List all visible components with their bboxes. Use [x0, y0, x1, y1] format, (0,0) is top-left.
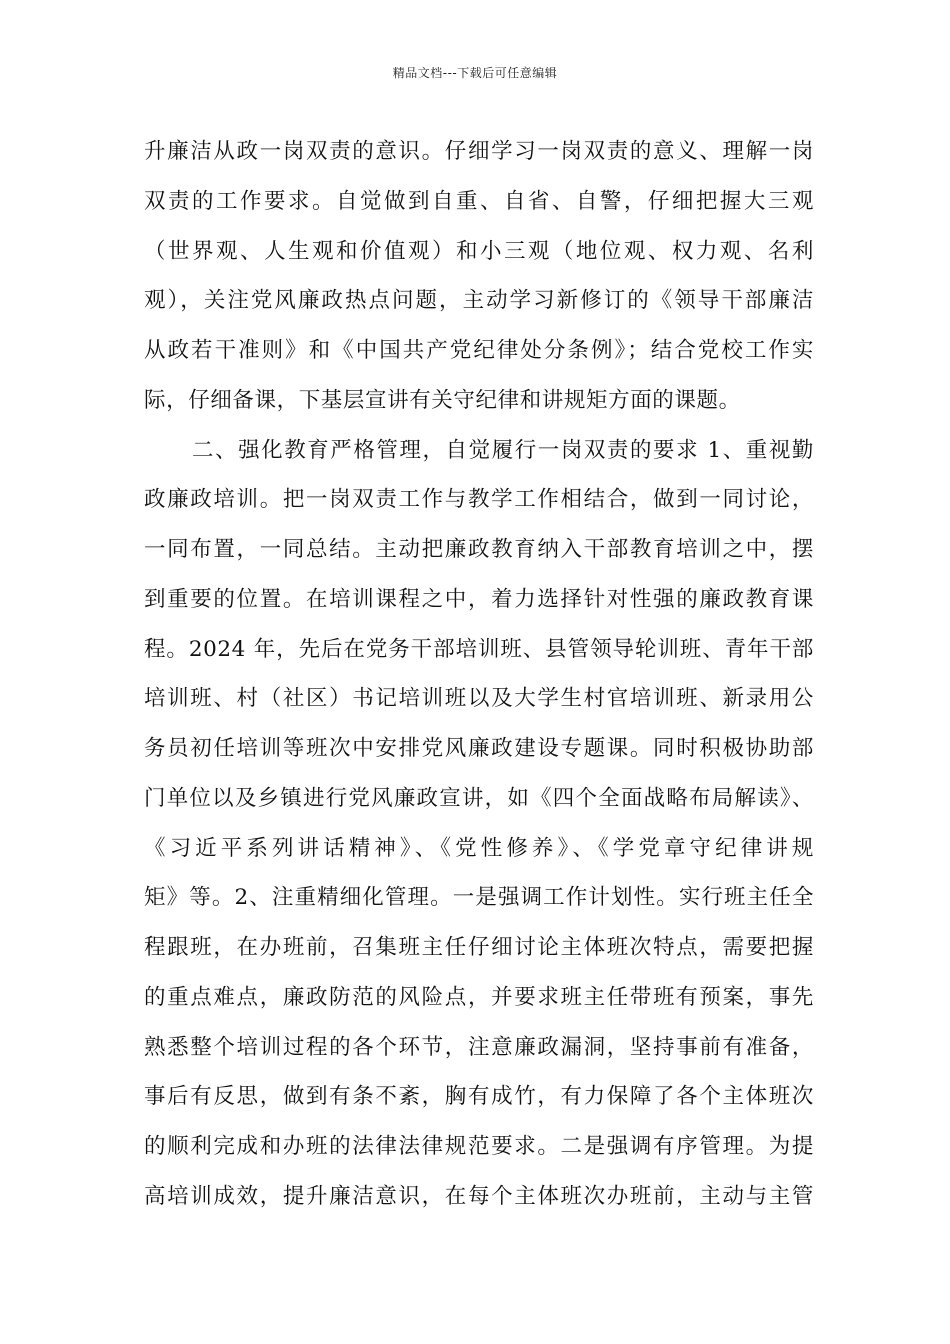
text-line: 程。2024 年，先后在党务干部培训班、县管领导轮训班、青年干部: [144, 636, 814, 662]
text-line: 高培训成效，提升廉洁意识，在每个主体班次办班前，主动与主管: [144, 1183, 814, 1209]
text-line: 矩》等。2、注重精细化管理。一是强调工作计划性。实行班主任全: [144, 885, 814, 911]
text-line: 事后有反思，做到有条不紊，胸有成竹，有力保障了各个主体班次: [144, 1084, 814, 1110]
text-line: 《习近平系列讲话精神》、《党性修养》、《学党章守纪律讲规: [144, 835, 814, 861]
text-line: 务员初任培训等班次中安排党风廉政建设专题课。同时积极协助部: [144, 736, 814, 761]
text-line: 际，仔细备课，下基层宣讲有关守纪律和讲规矩方面的课题。: [144, 387, 741, 413]
text-line: 的顺利完成和办班的法律法律规范要求。二是强调有序管理。为提: [144, 1134, 814, 1159]
text-line: 到重要的位置。在培训课程之中，着力选择针对性强的廉政教育课: [144, 586, 814, 612]
paragraph-first-line: 二、强化教育严格管理，自觉履行一岗双责的要求 1、重视勤: [192, 437, 814, 463]
text-line: 程跟班，在办班前，召集班主任仔细讨论主体班次特点，需要把握: [144, 935, 814, 960]
page-header: 精品文档---下载后可任意编辑: [392, 66, 558, 80]
text-line: 观），关注党风廉政热点问题，主动学习新修订的《领导干部廉洁: [144, 288, 814, 314]
text-line: 一同布置，一同总结。主动把廉政教育纳入干部教育培训之中，摆: [144, 537, 814, 562]
text-line: 培训班、村（社区）书记培训班以及大学生村官培训班、新录用公: [144, 686, 814, 712]
document-body: [144, 127, 814, 1222]
text-line: 双责的工作要求。自觉做到自重、自省、自警，仔细把握大三观: [144, 188, 814, 214]
text-line: 升廉洁从政一岗双责的意识。仔细学习一岗双责的意义、理解一岗: [144, 139, 814, 164]
text-line: 政廉政培训。把一岗双责工作与教学工作相结合，做到一同讨论，: [144, 487, 814, 513]
text-line: 门单位以及乡镇进行党风廉政宣讲，如《四个全面战略布局解读》、: [144, 785, 814, 811]
text-line: 熟悉整个培训过程的各个环节，注意廉政漏洞，坚持事前有准备，: [144, 1034, 814, 1060]
text-line: （世界观、人生观和价值观）和小三观（地位观、权力观、名利: [144, 238, 814, 264]
text-line: 从政若干准则》和《中国共产党纪律处分条例》；结合党校工作实: [144, 338, 814, 363]
text-line: 的重点难点，廉政防范的风险点，并要求班主任带班有预案，事先: [144, 984, 814, 1010]
